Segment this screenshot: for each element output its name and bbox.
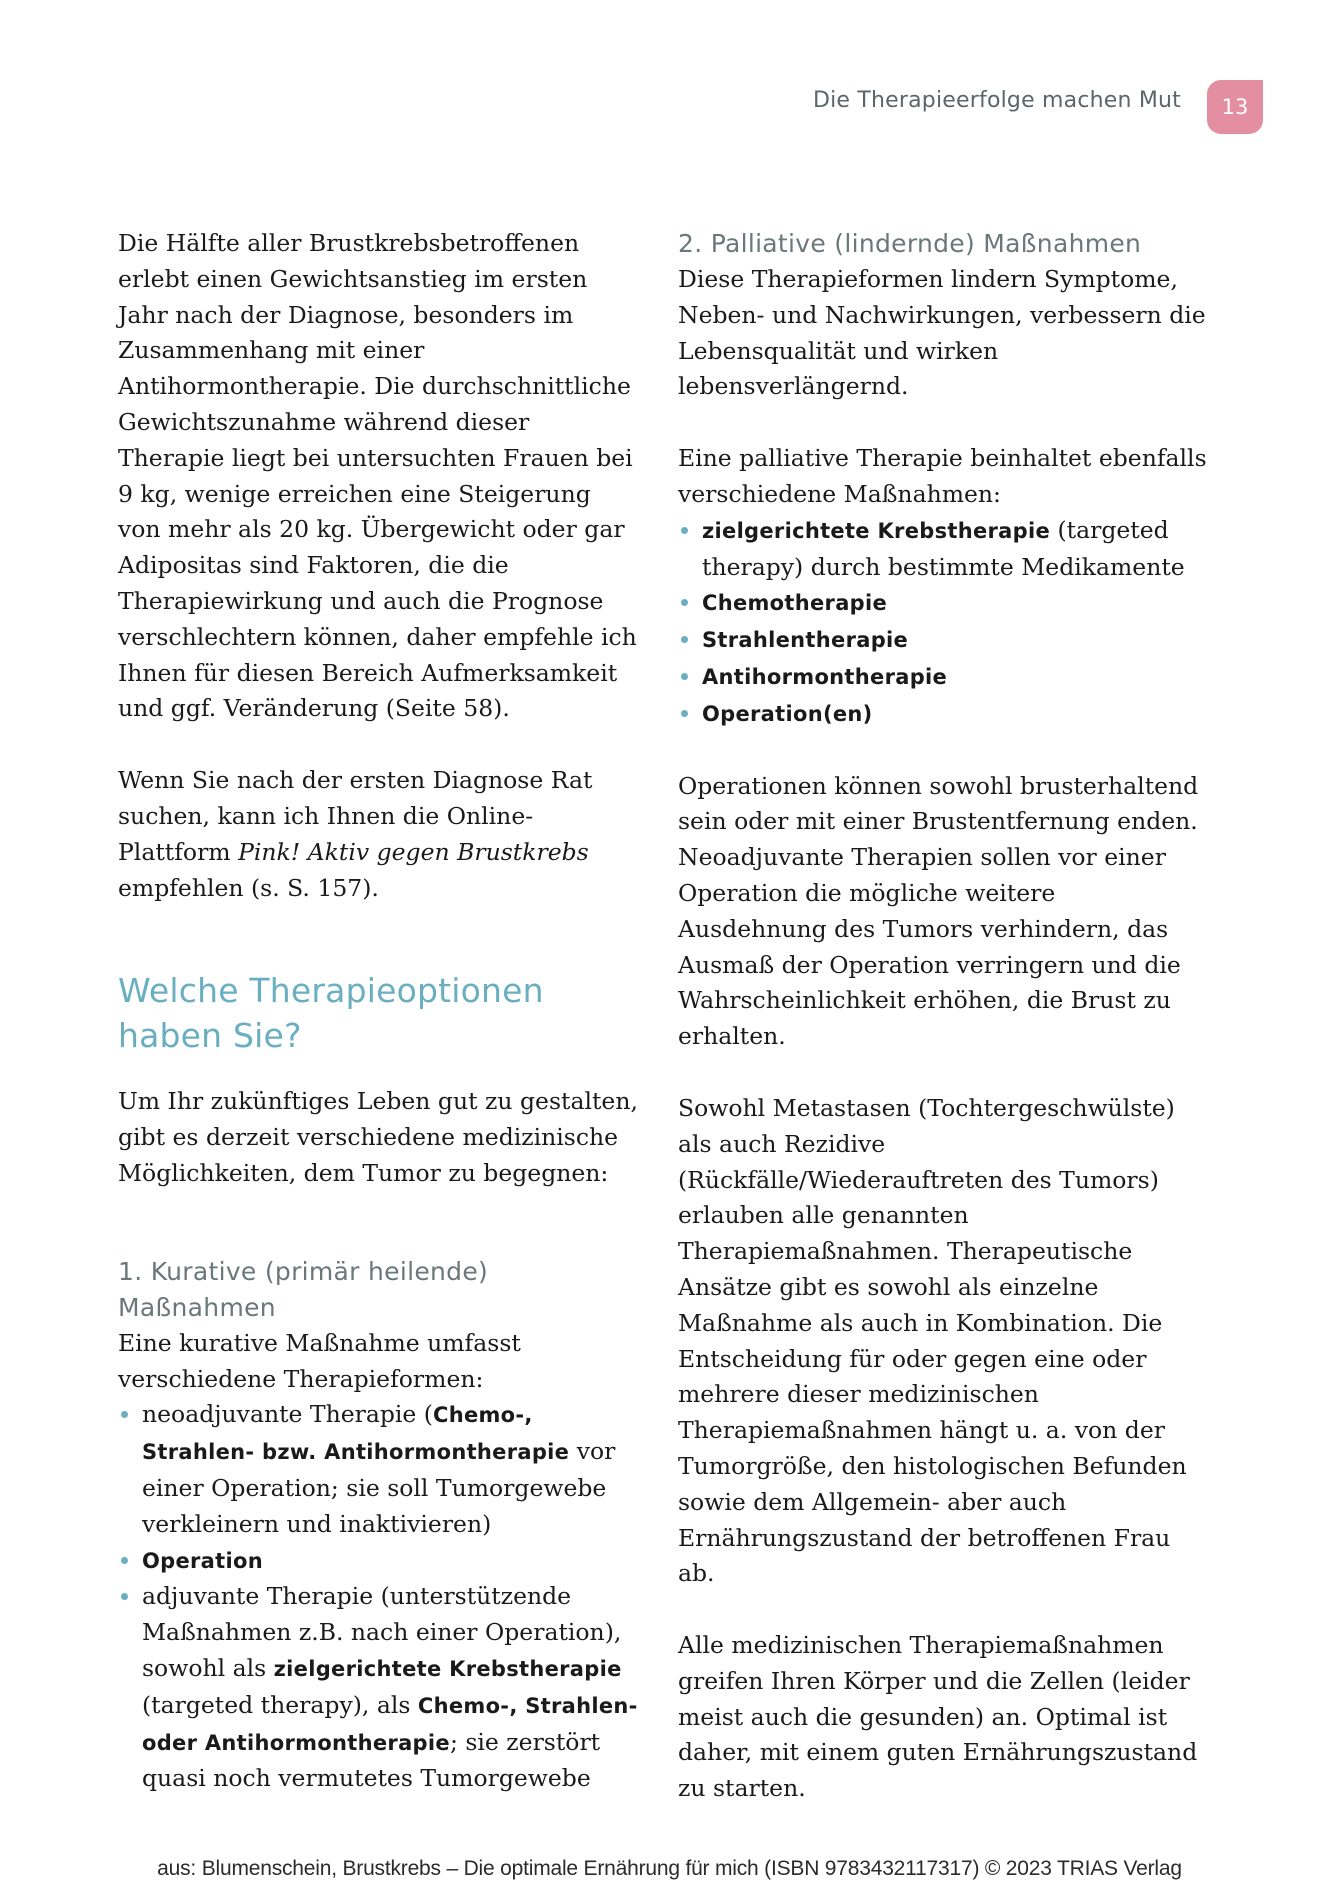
paragraph-weight-gain: Die Hälfte aller Brustkrebsbetroffenen erlebt einen Gewichtsanstieg im ersten Jahr nach der Diagnose, besonders im Zusammenhang mit einer Antihormontherapie. Die durchschnittliche Gewichtszunahme während dieser Therapie liegt bei untersuchten Frauen bei 9 kg, wenige erreichen eine Steigerung von mehr als 20 kg. Übergewicht oder gar Adipositas sind Faktoren, die die Therapiewirkung und auch die Prognose verschlechtern können, daher empfehle ich Ihnen für diesen Bereich Aufmerksamkeit und ggf. Veränderung (Seite 58).	[118, 229, 637, 723]
list-item-radiation: Strahlentherapie	[678, 622, 1208, 659]
bullet-icon	[681, 673, 688, 680]
subheading-curative: 1. Kurative (primär heilende) Maßnahmen	[118, 1256, 489, 1322]
palliative-list	[678, 513, 1208, 733]
subheading-palliative: 2. Palliative (lindernde) Maßnahmen	[678, 229, 1142, 258]
bullet-icon	[681, 599, 688, 606]
paragraph-palliative-measures: Eine palliative Therapie beinhaltet ebenfalls verschiedene Maßnahmen:	[678, 444, 1207, 508]
bullet-icon	[121, 1411, 128, 1418]
page-number-badge: 13	[1207, 80, 1263, 134]
list-item-neoadjuvant: neoadjuvante Therapie (Chemo-, Strahlen- bzw. Antihormontherapie vor einer Operation; sie soll Tumorgewebe verkleinern und inaktivieren)	[118, 1397, 638, 1542]
list-item-operation: Operation	[118, 1543, 638, 1580]
bullet-icon	[681, 710, 688, 717]
platform-name: Pink! Aktiv gegen Brustkrebs	[238, 837, 589, 866]
bullet-icon	[121, 1557, 128, 1564]
paragraph-palliative-intro: Diese Therapieformen lindern Symptome, Neben- und Nachwirkungen, verbessern die Lebensqualität und wirken lebensverlängernd.	[678, 265, 1206, 401]
right-column	[678, 226, 1208, 1807]
paragraph-online-platform: Wenn Sie nach der ersten Diagnose Rat suchen, kann ich Ihnen die Online-Plattform Pink! Aktiv gegen Brustkrebs empfehlen (s. S. 157).	[118, 766, 593, 902]
list-item-adjuvant: adjuvante Therapie (unterstützende Maßnahmen z.B. nach einer Operation), sowohl als zielgerichtete Krebstherapie (targeted therapy), als Chemo-, Strahlen- oder Antihormontherapie; sie zerstört quasi noch vermutetes Tumorgewebe	[118, 1579, 638, 1797]
list-item-chemo: Chemotherapie	[678, 585, 1208, 622]
footer-citation: aus: Blumenschein, Brustkrebs – Die optimale Ernährung für mich (ISBN 9783432117317) © 2023 TRIAS Verlag	[157, 1857, 1182, 1880]
list-item-targeted: zielgerichtete Krebstherapie (targeted therapy) durch bestimmte Medikamente	[678, 513, 1208, 586]
paragraph-operations: Operationen können sowohl brusterhaltend sein oder mit einer Brustentfernung enden. Neoadjuvante Therapien sollen vor einer Operation die mögliche weitere Ausdehnung des Tumors verhindern, das Ausmaß der Operation verringern und die Wahrscheinlichkeit erhöhen, die Brust zu erhalten.	[678, 771, 1199, 1051]
list-item-operations: Operation(en)	[678, 696, 1208, 733]
left-column	[118, 226, 638, 1797]
paragraph-intro-options: Um Ihr zukünftiges Leben gut zu gestalten, gibt es derzeit verschiedene medizinische Möglichkeiten, dem Tumor zu begegnen:	[118, 1087, 638, 1187]
paragraph-curative-intro: Eine kurative Maßnahme umfasst verschiedene Therapieformen:	[118, 1328, 521, 1393]
bullet-icon	[681, 636, 688, 643]
bullet-icon	[121, 1593, 128, 1600]
paragraph-metastases: Sowohl Metastasen (Tochtergeschwülste) als auch Rezidive (Rückfälle/Wiederauftreten des Tumors) erlauben alle genannten Therapiemaßnahmen. Therapeutische Ansätze gibt es sowohl als einzelne Maßnahme als auch in Kombination. Die Entscheidung für oder gegen eine oder mehrere dieser medizinischen Therapiemaßnahmen hängt u. a. von der Tumorgröße, den histologischen Befunden sowie dem Allgemein- aber auch Ernährungszustand der betroffenen Frau ab.	[678, 1093, 1187, 1588]
list-item-antihormone: Antihormontherapie	[678, 659, 1208, 696]
running-title: Die Therapieerfolge machen Mut	[812, 88, 1181, 113]
paragraph-nutrition-status: Alle medizinischen Therapiemaßnahmen greifen Ihren Körper und die Zellen (leider meist auch die gesunden) an. Optimal ist daher, mit einem guten Ernährungszustand zu starten.	[678, 1631, 1198, 1803]
bullet-icon	[681, 527, 688, 534]
section-heading: Welche Therapieoptionen haben Sie?	[118, 971, 544, 1056]
curative-list	[118, 1397, 638, 1797]
